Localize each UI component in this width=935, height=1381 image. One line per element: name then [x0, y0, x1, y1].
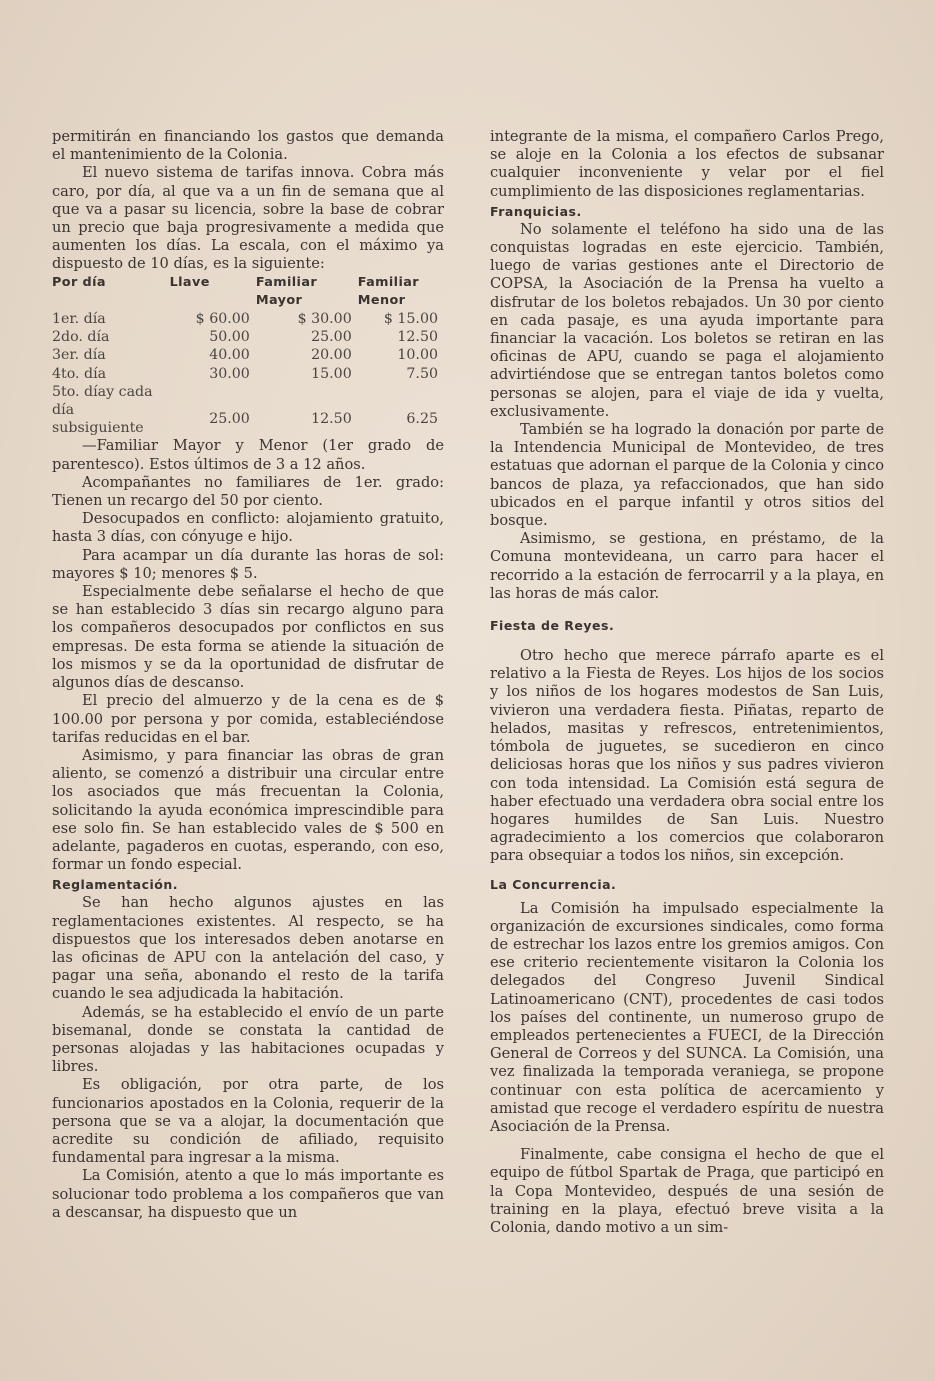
section-heading: Reglamentación. [52, 877, 179, 893]
table-cell [358, 383, 444, 401]
table-cell: 20.00 [311, 347, 352, 364]
right-column [490, 128, 884, 1237]
paragraph: Especialmente debe señalarse el hecho de que se han establecido 3 días sin recargo alguno para los compañeros desocupados por conflictos en sus empresas. De esta forma se atiende la situación de los mismos y se da la oportunidad de disfrutar de algunos días de descanso. [52, 583, 444, 692]
paragraph: La Comisión ha impulsado especialmente la organización de excursiones sindicales, como forma de estrechar los lazos entre los gremios amigos. Con ese criterio recientemente visitaron la Colonia los delegados del Congreso Juvenil Sindical Latinoamericano (CNT), procedentes de casi todos los países del continente, un numeroso grupo de empleados pertenecientes a FUECI, de la Dirección General de Correos y del SUNCA. La Comisión, una vez finalizada la temporada veraniega, se propone continuar con esta política de acercamiento y amistad que recoge el verdadero espíritu de nuestra Asociación de la Prensa. [490, 899, 884, 1135]
paragraph: permitirán en financiando los gastos que demanda el mantenimiento de la Colonia. [52, 128, 444, 164]
paragraph: Finalmente, cabe consigna el hecho de que el equipo de fútbol Spartak de Praga, que participó en la Copa Montevideo, después de una sesión de training en la playa, efectuó breve visita a la Colonia, dando motivo a un sim- [490, 1146, 884, 1236]
paragraph: Asimismo, se gestiona, en préstamo, de la Comuna montevideana, un carro para hacer el recorrido a la estación de ferrocarril y a la playa, en las horas de más calor. [490, 530, 884, 602]
paragraph: No solamente el teléfono ha sido una de las conquistas logradas en este ejercicio. También, luego de varias gestiones ante el Directorio de COPSA, la Asociación de la Prensa ha vuelto a disfrutar de los boletos rebajados. Un 30 por ciento en cada pasaje, es una ayuda importante para financiar la vacación. Los boletos se retiran en las oficinas de APU, cuando se paga el alojamiento advirtiéndose que se entregan tantos boletos como personas se alojen, para el viaje de ida y vuelta, exclusivamente. [490, 220, 884, 420]
tarifas-table [52, 274, 444, 438]
table-header: Familiar Mayor [255, 274, 318, 308]
paragraph: Acompañantes no familiares de 1er. grado: Tienen un recargo del 50 por ciento. [52, 473, 444, 510]
table-cell: 6.25 [406, 411, 438, 428]
paragraph: El nuevo sistema de tarifas innova. Cobra más caro, por día, al que va a un fin de semana que al que va a pasar su licencia, sobre la base de cobrar un precio que baja progresivamente a medida que aumenten los días. La escala, con el máximo ya dispuesto de 10 días, es la siguiente: [52, 164, 444, 273]
paragraph: También se ha logrado la donación por parte de la Intendencia Municipal de Montevideo, de tres estatuas que adornan el parque de la Colonia y cinco bancos de plaza, ya refaccionados, que han sido ubicados en el parque infantil y otros sitios del bosque. [490, 421, 884, 530]
paragraph: —Familiar Mayor y Menor (1er grado de parentesco). Estos últimos de 3 a 12 años. [52, 437, 444, 473]
table-cell: 1er. día [52, 311, 106, 328]
table-header: Por día [52, 274, 106, 290]
paragraph: Asimismo, y para financiar las obras de gran aliento, se comenzó a distribuir una circular entre los asociados que más frecuentan la Colonia, solicitando la ayuda económica imprescindible para ese solo fin. Se han establecido vales de $ 500 en adelante, pagaderos en cuotas, esperando, con eso, formar un fondo especial. [52, 746, 444, 874]
table-header-row [52, 274, 444, 310]
table-cell: 3er. día [52, 347, 106, 364]
paragraph: Además, se ha establecido el envío de un parte bisemanal, donde se constata la cantidad de personas alojadas y las habitaciones ocupadas y libres. [52, 1003, 444, 1076]
table-cell: día subsiguiente [52, 402, 144, 437]
table-cell: 15.00 [311, 365, 352, 382]
paragraph: El precio del almuerzo y de la cena es de $ 100.00 por persona y por comida, estableciéndose tarifas reducidas en el bar. [52, 692, 444, 746]
table-header: Llave [169, 274, 210, 290]
table-cell: 40.00 [209, 347, 250, 364]
table-cell: 50.00 [209, 329, 250, 346]
section-heading: Franquicias. [490, 203, 582, 219]
paragraph: integrante de la misma, el compañero Carlos Prego, se aloje en la Colonia a los efectos de subsanar cualquier inconveniente y velar por el fiel cumplimiento de las disposiciones reglamentarias. [490, 128, 884, 200]
table-row [52, 383, 444, 401]
paragraph: Desocupados en conflicto: alojamiento gratuito, hasta 3 días, con cónyuge e hijo. [52, 510, 444, 546]
table-cell: $ 60.00 [195, 311, 250, 328]
paragraph: Se han hecho algunos ajustes en las reglamentaciones existentes. Al respecto, se ha dispuestos que los interesados deben anotarse en las oficinas de APU con la antelación del caso, y pagar una seña, abonando el resto de la tarifa cuando le sea adjudicada la habitación. [52, 894, 444, 1003]
table-row [52, 346, 444, 364]
section-heading: Fiesta de Reyes. [490, 618, 615, 634]
table-row [52, 328, 444, 346]
table-cell: $ 30.00 [297, 311, 352, 328]
table-cell: 25.00 [209, 411, 250, 428]
paragraph: Para acampar un día durante las horas de sol: mayores $ 10; menores $ 5. [52, 546, 444, 582]
table-row [52, 401, 444, 437]
paragraph: Es obligación, por otra parte, de los funcionarios apostados en la Colonia, requerir de la persona que se va a alojar, la documentación que acredite su condición de afiliado, requisito fundamental para ingresar a la misma. [52, 1076, 444, 1167]
table-header: Familiar Menor [357, 274, 420, 308]
table-cell: 2do. día [52, 329, 110, 346]
table-cell: $ 15.00 [383, 311, 438, 328]
table-cell: 12.50 [311, 411, 352, 428]
table-cell [256, 383, 358, 401]
table-cell [170, 383, 256, 401]
table-cell: 10.00 [397, 347, 438, 364]
table-cell: 4to. día [52, 365, 107, 382]
table-cell: 25.00 [311, 329, 352, 346]
table-cell: 7.50 [406, 365, 438, 382]
table-row [52, 365, 444, 383]
section-heading: La Concurrencia. [490, 876, 617, 892]
paragraph: La Comisión, atento a que lo más importante es solucionar todo problema a los compañeros que van a descansar, ha dispuesto que un [52, 1167, 444, 1221]
table-cell: 12.50 [397, 329, 438, 346]
table-cell: 5to. díay cada [52, 383, 153, 400]
table-row [52, 310, 444, 328]
paragraph: Otro hecho que merece párrafo aparte es el relativo a la Fiesta de Reyes. Los hijos de los socios y los niños de los hogares modestos de San Luis, vivieron una verdadera fiesta. Piñatas, reparto de helados, masitas y refrescos, entretenimientos, tómbola de juguetes, se sucedieron en cinco deliciosas horas que los niños y sus padres vivieron con toda intensidad. La Comisión está segura de haber efectuado una verdadera obra social entre los hogares humildes de San Luis. Nuestro agradecimiento a los comercios que colaboraron para obsequiar a todos los niños, sin excepción. [490, 647, 884, 865]
table-cell: 30.00 [209, 365, 250, 382]
left-column [52, 128, 444, 1222]
